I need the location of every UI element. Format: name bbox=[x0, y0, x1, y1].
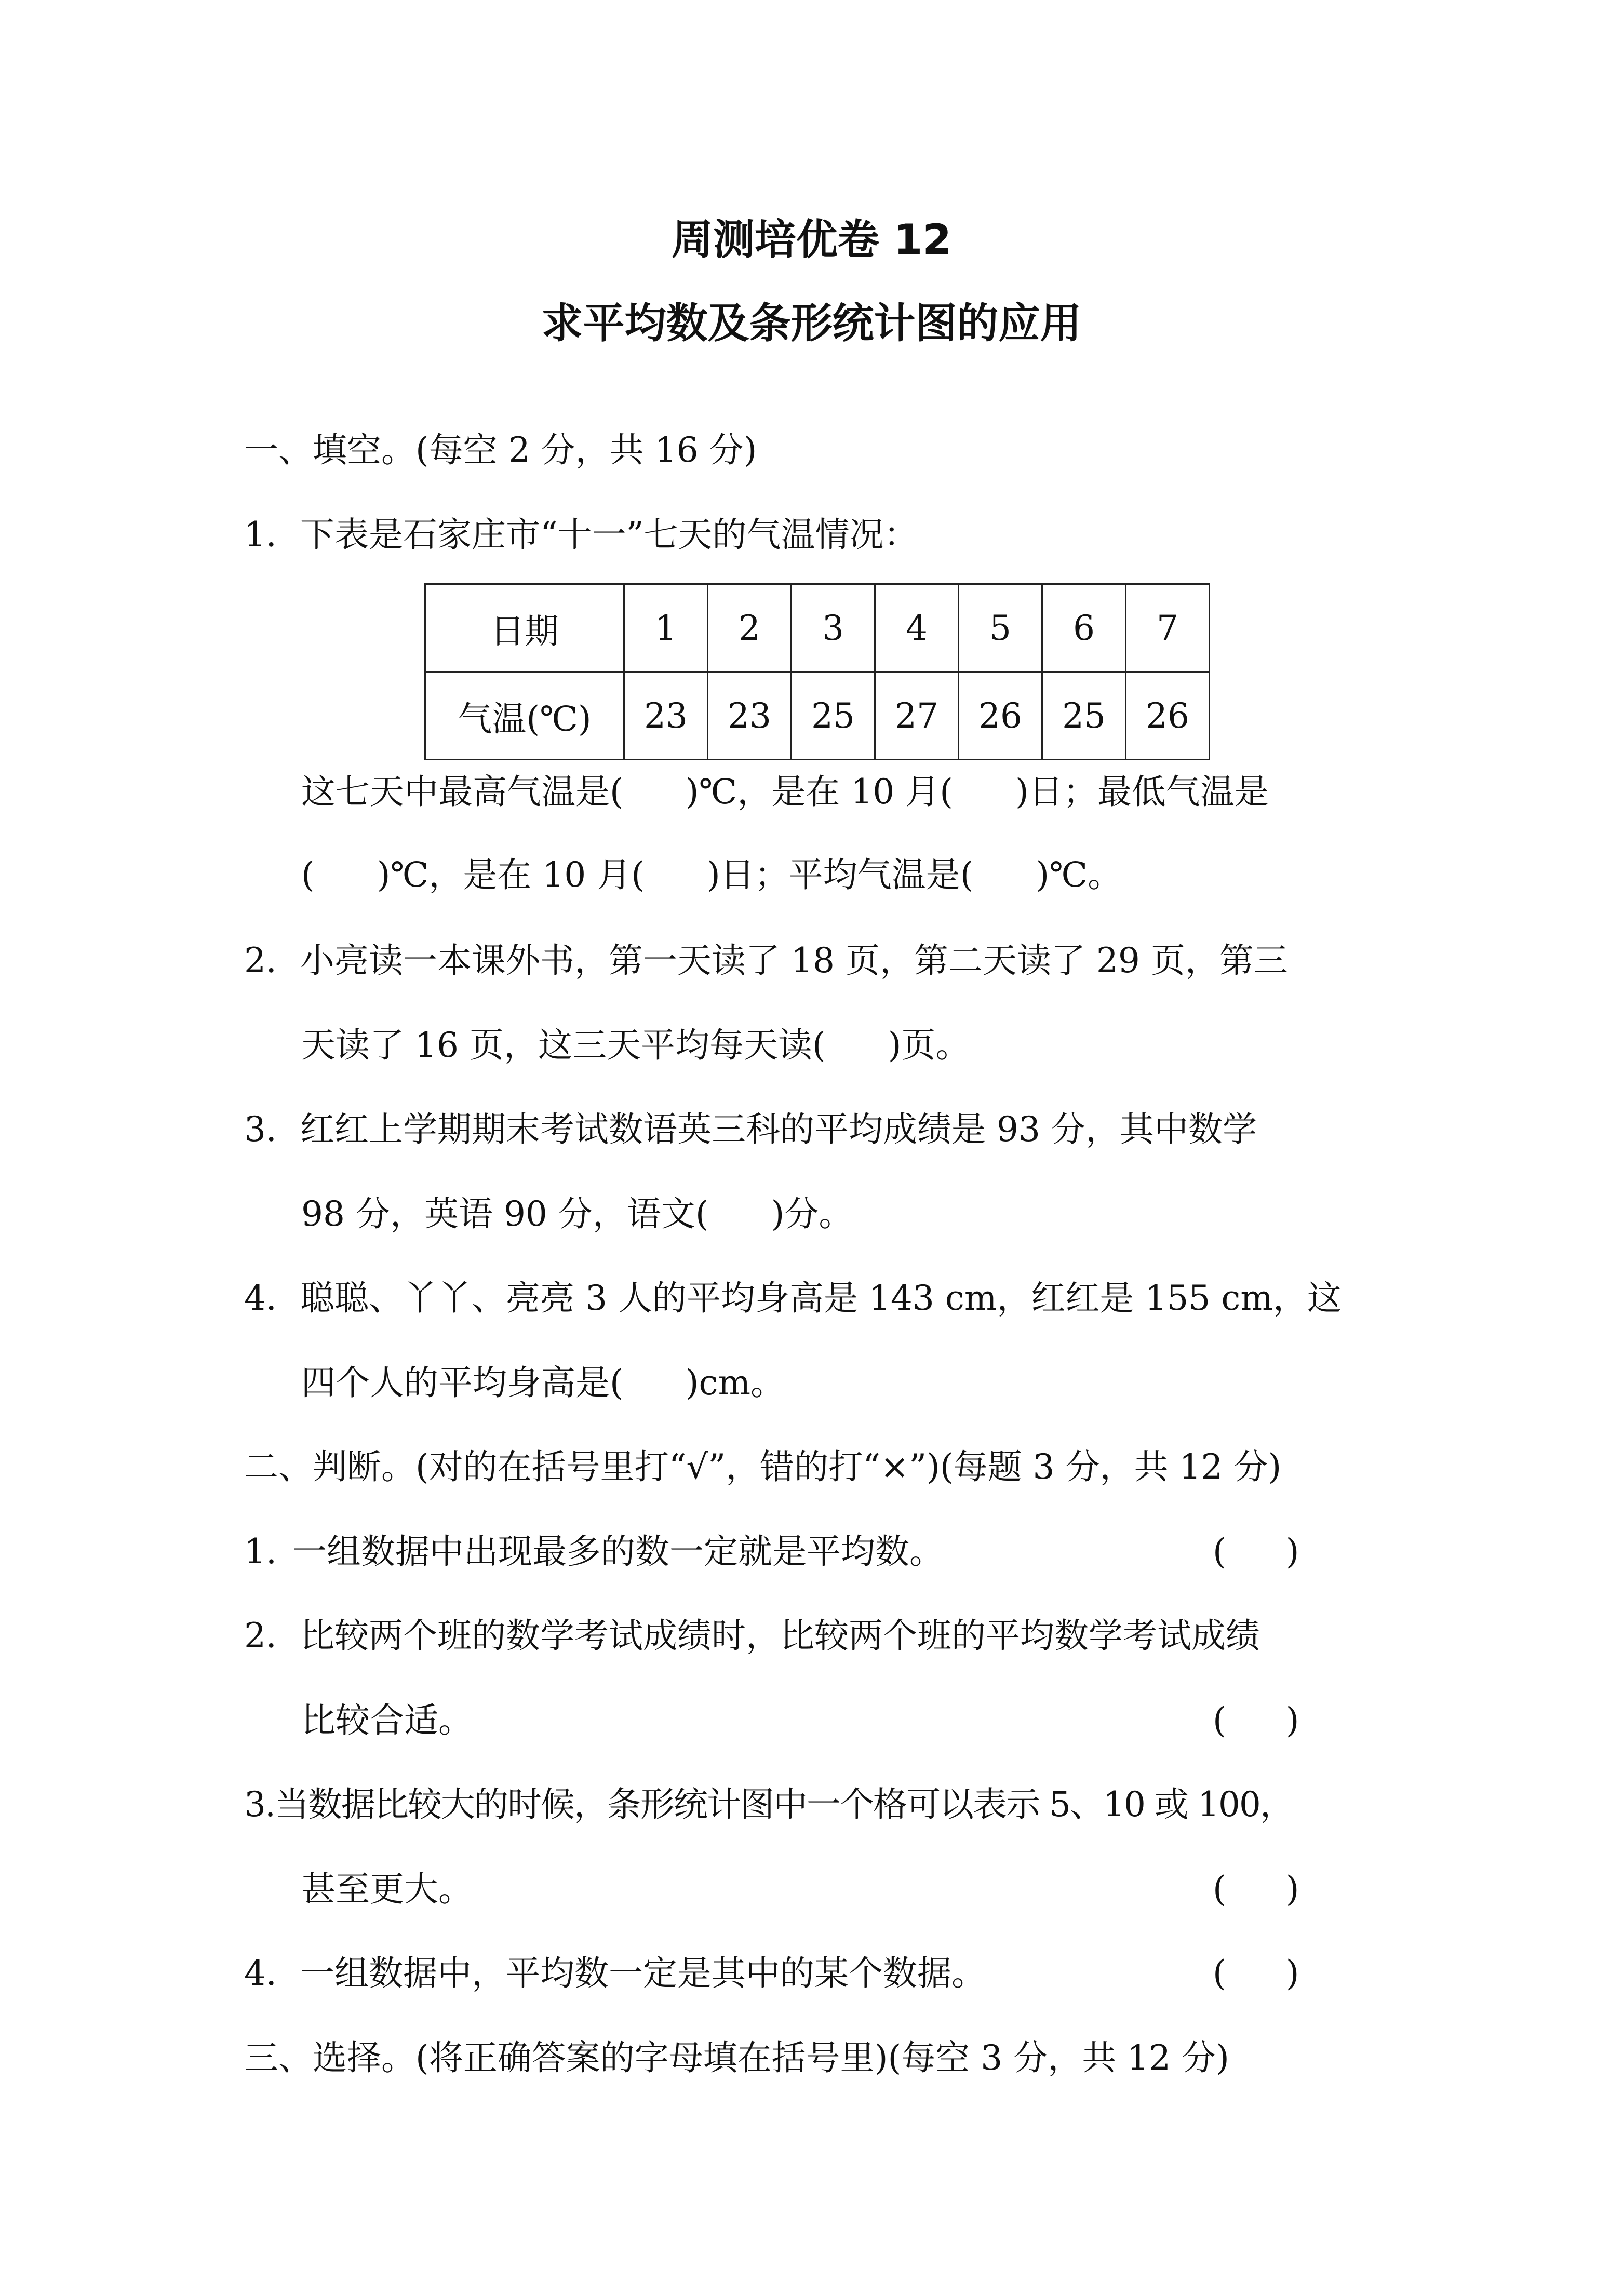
question-text: 聪聪、丫丫、亮亮 3 人的平均身高是 143 cm，红红是 155 cm，这 bbox=[300, 1278, 1342, 1318]
question-number: 2． bbox=[244, 941, 300, 981]
table-cell-temp: 26 bbox=[959, 672, 1042, 760]
question-text: 一组数据中，平均数一定是其中的某个数据。 bbox=[300, 1953, 986, 1993]
question-text: 红红上学期期末考试数语英三科的平均成绩是 93 分，其中数学 bbox=[300, 1109, 1257, 1149]
text-fragment: 这七天中最高气温是( bbox=[301, 772, 623, 812]
bracket-close: ) bbox=[1285, 1953, 1299, 1993]
question-text: 下表是石家庄市“十一”七天的气温情况： bbox=[300, 515, 918, 555]
question1-4-line2 bbox=[301, 1360, 785, 1406]
text-fragment: )页。 bbox=[888, 1025, 970, 1065]
bracket-close: ) bbox=[1285, 1532, 1299, 1572]
text-fragment: 四个人的平均身高是( bbox=[301, 1363, 623, 1403]
table-row-temps bbox=[425, 672, 1210, 760]
question1-4-line1 bbox=[244, 1275, 1342, 1322]
text-fragment: )日；平均气温是( bbox=[707, 855, 974, 895]
table-cell-day: 7 bbox=[1126, 584, 1210, 672]
judgement-bracket[interactable] bbox=[1213, 1528, 1299, 1575]
table-cell-day: 6 bbox=[1042, 584, 1126, 672]
text-fragment: ( bbox=[301, 855, 315, 895]
question1-2-line1 bbox=[244, 937, 1288, 984]
worksheet-subtitle: 求平均数及条形统计图的应用 bbox=[541, 299, 1082, 347]
question1-3-line1 bbox=[244, 1106, 1257, 1153]
text-fragment: )℃。 bbox=[1036, 855, 1122, 895]
judgement-bracket[interactable] bbox=[1213, 1697, 1299, 1744]
question-number: 2． bbox=[244, 1616, 300, 1656]
table-cell-day: 4 bbox=[875, 584, 959, 672]
bracket-close: ) bbox=[1285, 1869, 1299, 1909]
judgement-bracket[interactable] bbox=[1213, 1866, 1299, 1913]
text-fragment: )日；最低气温是 bbox=[1015, 772, 1269, 812]
question-number: 1. bbox=[244, 1532, 277, 1572]
question2-3-line2: 甚至更大。 bbox=[301, 1869, 473, 1909]
text-fragment: )cm。 bbox=[685, 1363, 785, 1403]
question2-1 bbox=[244, 1528, 944, 1575]
question2-3-line1 bbox=[244, 1781, 1293, 1828]
judgement-bracket[interactable] bbox=[1213, 1950, 1299, 1997]
table-header-temperature: 气温(℃) bbox=[425, 672, 624, 760]
table-cell-day: 3 bbox=[792, 584, 875, 672]
question-text: 比较两个班的数学考试成绩时，比较两个班的平均数学考试成绩 bbox=[300, 1616, 1260, 1656]
question2-4 bbox=[244, 1950, 986, 1997]
table-row-dates bbox=[425, 584, 1210, 672]
question-text: 一组数据中出现最多的数一定就是平均数。 bbox=[292, 1532, 944, 1572]
text-fragment: 98 分，英语 90 分，语文( bbox=[301, 1194, 709, 1234]
worksheet-title: 周测培优卷 12 bbox=[671, 216, 952, 264]
section3-heading: 三、选择。(将正确答案的字母填在括号里)(每空 3 分，共 12 分) bbox=[244, 2038, 1229, 2078]
question2-2-line2: 比较合适。 bbox=[301, 1700, 473, 1740]
table-cell-temp: 23 bbox=[708, 672, 792, 760]
question1-1 bbox=[244, 512, 918, 558]
text-fragment: 天读了 16 页，这三天平均每天读( bbox=[301, 1025, 826, 1065]
bracket-open: ( bbox=[1213, 1953, 1226, 1993]
question-number: 3. bbox=[244, 1784, 275, 1824]
question1-1-line3 bbox=[301, 852, 1122, 898]
text-fragment: )℃，是在 10 月( bbox=[685, 772, 954, 812]
question-number: 1． bbox=[244, 515, 300, 555]
table-cell-temp: 27 bbox=[875, 672, 959, 760]
question-number: 4． bbox=[244, 1953, 300, 1993]
table-cell-temp: 25 bbox=[792, 672, 875, 760]
question-number: 3． bbox=[244, 1109, 300, 1149]
question2-2-line1 bbox=[244, 1613, 1260, 1659]
question-text: 当数据比较大的时候，条形统计图中一个格可以表示 5、10 或 100， bbox=[274, 1784, 1293, 1824]
bracket-open: ( bbox=[1213, 1869, 1226, 1909]
question-number: 4． bbox=[244, 1278, 300, 1318]
table-cell-day: 1 bbox=[624, 584, 708, 672]
question-text: 小亮读一本课外书，第一天读了 18 页，第二天读了 29 页，第三 bbox=[300, 941, 1288, 981]
bracket-open: ( bbox=[1213, 1532, 1226, 1572]
temperature-table bbox=[424, 583, 1210, 760]
bracket-close: ) bbox=[1285, 1700, 1299, 1740]
table-cell-temp: 26 bbox=[1126, 672, 1210, 760]
text-fragment: )℃，是在 10 月( bbox=[377, 855, 645, 895]
table-header-date: 日期 bbox=[425, 584, 624, 672]
table-cell-temp: 23 bbox=[624, 672, 708, 760]
question1-1-line2 bbox=[301, 769, 1269, 815]
section1-heading: 一、填空。(每空 2 分，共 16 分) bbox=[244, 430, 757, 470]
question1-3-line2 bbox=[301, 1191, 853, 1238]
text-fragment: )分。 bbox=[771, 1194, 853, 1234]
bracket-open: ( bbox=[1213, 1700, 1226, 1740]
table-cell-day: 2 bbox=[708, 584, 792, 672]
table-cell-day: 5 bbox=[959, 584, 1042, 672]
section2-heading: 二、判断。(对的在括号里打“√”，错的打“×”)(每题 3 分，共 12 分) bbox=[244, 1447, 1282, 1487]
question1-2-line2 bbox=[301, 1022, 970, 1069]
table-cell-temp: 25 bbox=[1042, 672, 1126, 760]
